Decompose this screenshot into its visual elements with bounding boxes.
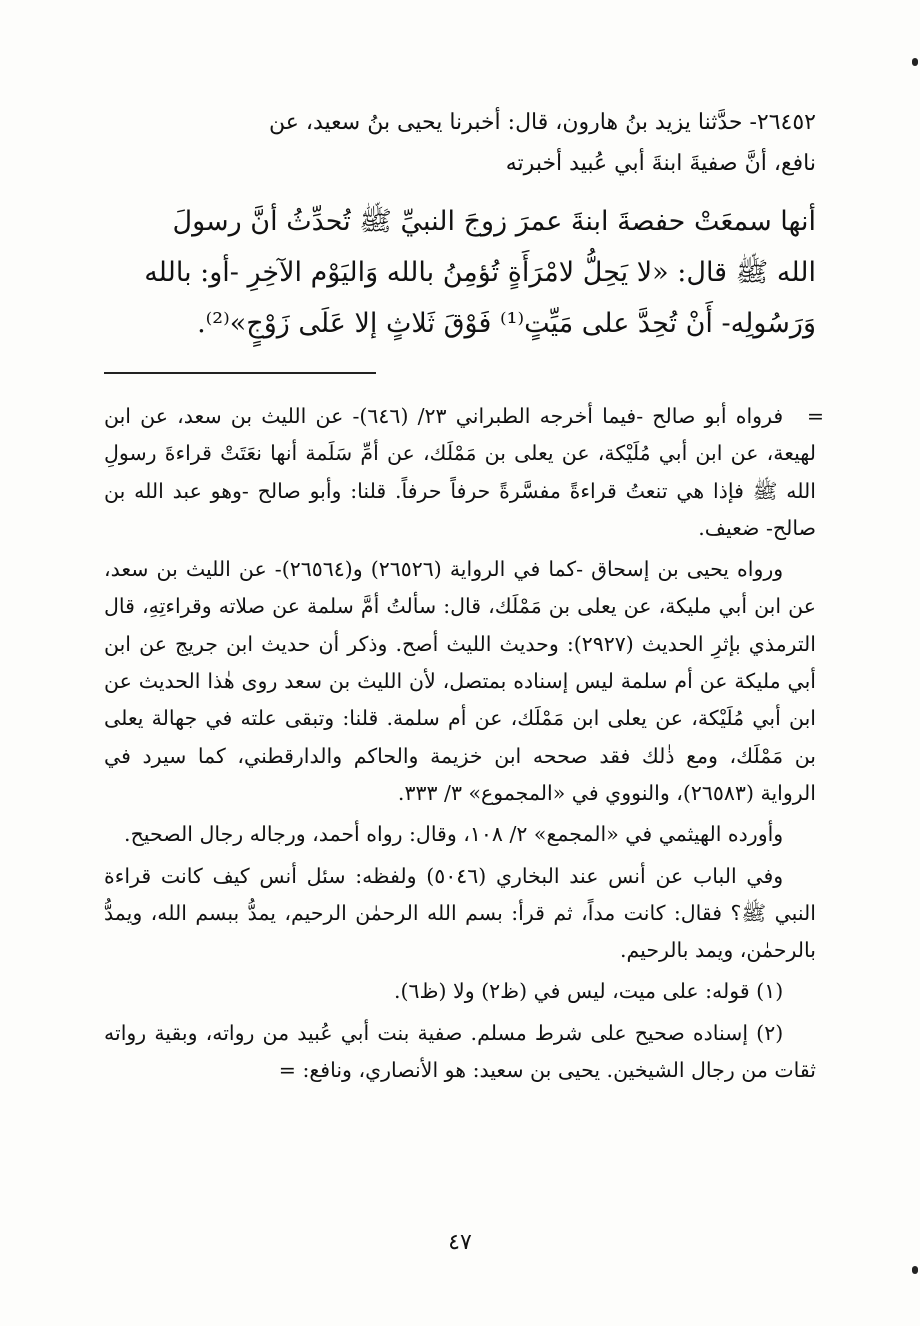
continuation-marker: =: [806, 404, 824, 428]
page-number: ٤٧: [448, 1230, 472, 1255]
matn-line: الله ﷺ قال: «لا يَحِلُّ لامْرَأَةٍ تُؤمِنُ بالله وَاليَوْم الآخِرِ -أو: بالله: [144, 257, 816, 288]
note-text: فرواه أبو صالح -فيما أخرجه الطبراني ٢٣/ (٦٤٦)- عن الليث بن سعد، عن ابن لهيعة، عن ابن أبي مُلَيْكة، عن يعلى بن مَمْلَك، عن أمِّ سَلَمة أنها نعَتَتْ قراءةَ رسولِ الله ﷺ فإذا هي تنعتُ قراءةً مفسَّرةً حرفاً حرفاً. قلنا: وأبو صالح -وهو عبد الله بن صالح- ضعيف.: [104, 404, 816, 540]
footnote-separator: [104, 372, 376, 374]
main-text: [104, 102, 816, 349]
isnad-line: ٢٦٤٥٢- حدَّثنا يزيد بنُ هارون، قال: أخبرنا يحيى بنُ سعيد، عن: [269, 110, 816, 135]
note-paragraph: وأورده الهيثمي في «المجمع» ٢/ ١٠٨، وقال: رواه أحمد، ورجاله رجال الصحيح.: [124, 822, 784, 847]
isnad-line: نافع، أنَّ صفيةَ ابنةَ أبي عُبيد أخبرته: [505, 151, 816, 176]
footnote-2: (٢) إسناده صحيح على شرط مسلم. صفية بنت أبي عُبيد من رواته، وبقية رواته ثقات من رجال الشيخين. يحيى بن سعيد: هو الأنصاري، ونافع: =: [104, 1020, 816, 1083]
footnote-1: (١) قوله: على ميت، ليس في (ظ٢) ولا (ظ٦).: [394, 979, 784, 1004]
matn-line: وَرَسُولِه- أَنْ تُحِدَّ على مَيِّتٍ⁽¹⁾ فَوْقَ ثَلاثٍ إلا عَلَى زَوْجٍ»⁽²⁾.: [197, 308, 816, 339]
footnotes-section: [104, 398, 824, 1093]
hadith-matn: [104, 196, 816, 349]
scan-edge-mark: [912, 1266, 918, 1274]
scan-edge-mark: [912, 58, 918, 66]
hadith-isnad: [104, 102, 816, 184]
note-paragraph: [104, 398, 824, 547]
matn-line: أنها سمعَتْ حفصةَ ابنةَ عمرَ زوجَ النبيِّ ﷺ تُحدِّثُ أنَّ رسولَ: [172, 206, 816, 237]
note-paragraph: ورواه يحيى بن إسحاق -كما في الرواية (٢٦٥٢٦) و(٢٦٥٦٤)- عن الليث بن سعد، عن ابن أبي مليكة، عن يعلى بن مَمْلَك، قال: سألتُ أمَّ سلمة عن صلاته وقراءتِهِ، قال الترمذي بإثرِ الحديث (٢٩٢٧): وحديث الليث أصح. وذكر أن حديث ابن جريج عن ابن أبي مليكة عن أم سلمة ليس إسناده بمتصل، لأن الليث بن سعد روى هٰذا الحديث عن ابن أبي مُلَيْكة، عن يعلى ابن مَمْلَك، عن أم سلمة. قلنا: وتبقى علته في جهالة يعلى بن مَمْلَك، ومع ذٰلك فقد صححه ابن خزيمة والحاكم والدارقطني، كما سيرد في الرواية (٢٦٥٨٣)، والنووي في «المجموع» ٣/ ٣٣٣.: [104, 557, 816, 805]
note-paragraph: وفي الباب عن أنس عند البخاري (٥٠٤٦) ولفظه: سئل أنس كيف كانت قراءة النبي ﷺ؟ فقال: كانت مداً، ثم قرأ: بسم الله الرحمٰن الرحيم، يمدُّ ببسم الله، ويمدُّ بالرحمٰن، ويمد بالرحيم.: [104, 863, 816, 963]
